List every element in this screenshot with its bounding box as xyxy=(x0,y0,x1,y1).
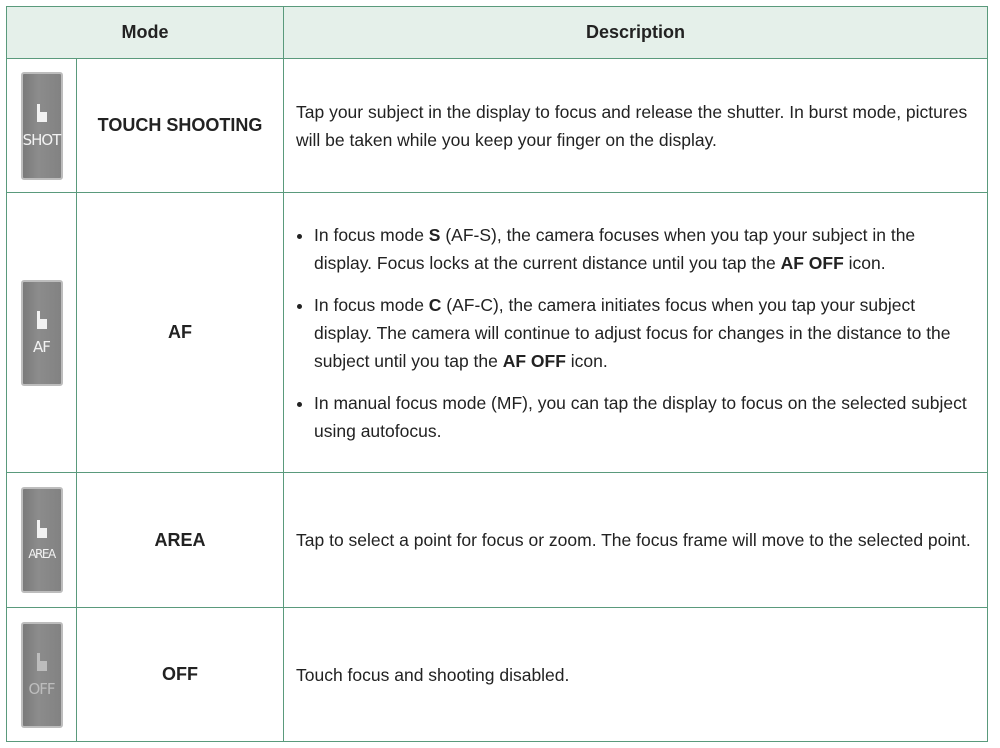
mode-description: Tap your subject in the display to focus and release the shutter. In burst mode, pictures will be taken while you keep your finger on the display. xyxy=(296,101,968,150)
table-row xyxy=(7,608,987,741)
bullet-item: • In focus mode S (AF-S), the camera focuses when you tap your subject in the display. Focus locks at the current distance until you tap the AF OFF icon. xyxy=(314,221,973,277)
header-description: Description xyxy=(585,22,686,42)
finger-icon xyxy=(34,652,50,672)
modes-table xyxy=(6,6,988,742)
mode-description xyxy=(284,193,987,472)
finger-icon xyxy=(34,310,50,330)
bullet-item: • In focus mode C (AF-C), the camera initiates focus when you tap your subject display. The camera will continue to adjust focus for changes in the distance to the subject until you tap the AF OFF icon. xyxy=(314,291,973,375)
mode-name: OFF xyxy=(77,608,284,741)
table-row xyxy=(7,473,987,608)
bullet-list xyxy=(296,221,973,445)
mode-description: Tap to select a point for focus or zoom. The focus frame will move to the selected point. xyxy=(296,530,971,550)
table-row xyxy=(7,193,987,473)
touch-area-icon: AREA xyxy=(21,487,63,593)
finger-icon xyxy=(34,103,50,123)
touch-shot-icon: SHOT xyxy=(21,72,63,180)
mode-name: AREA xyxy=(77,473,284,607)
touch-af-icon: AF xyxy=(21,280,63,386)
mode-name: TOUCH SHOOTING xyxy=(77,59,284,192)
table-header xyxy=(7,7,987,59)
finger-icon xyxy=(34,519,50,539)
mode-name: AF xyxy=(77,193,284,472)
bullet-item: • In manual focus mode (MF), you can tap the display to focus on the selected subject using autofocus. xyxy=(314,389,973,445)
touch-off-icon: OFF xyxy=(21,622,63,728)
table-row xyxy=(7,59,987,193)
header-mode: Mode xyxy=(7,7,284,58)
mode-description: Touch focus and shooting disabled. xyxy=(296,664,570,685)
